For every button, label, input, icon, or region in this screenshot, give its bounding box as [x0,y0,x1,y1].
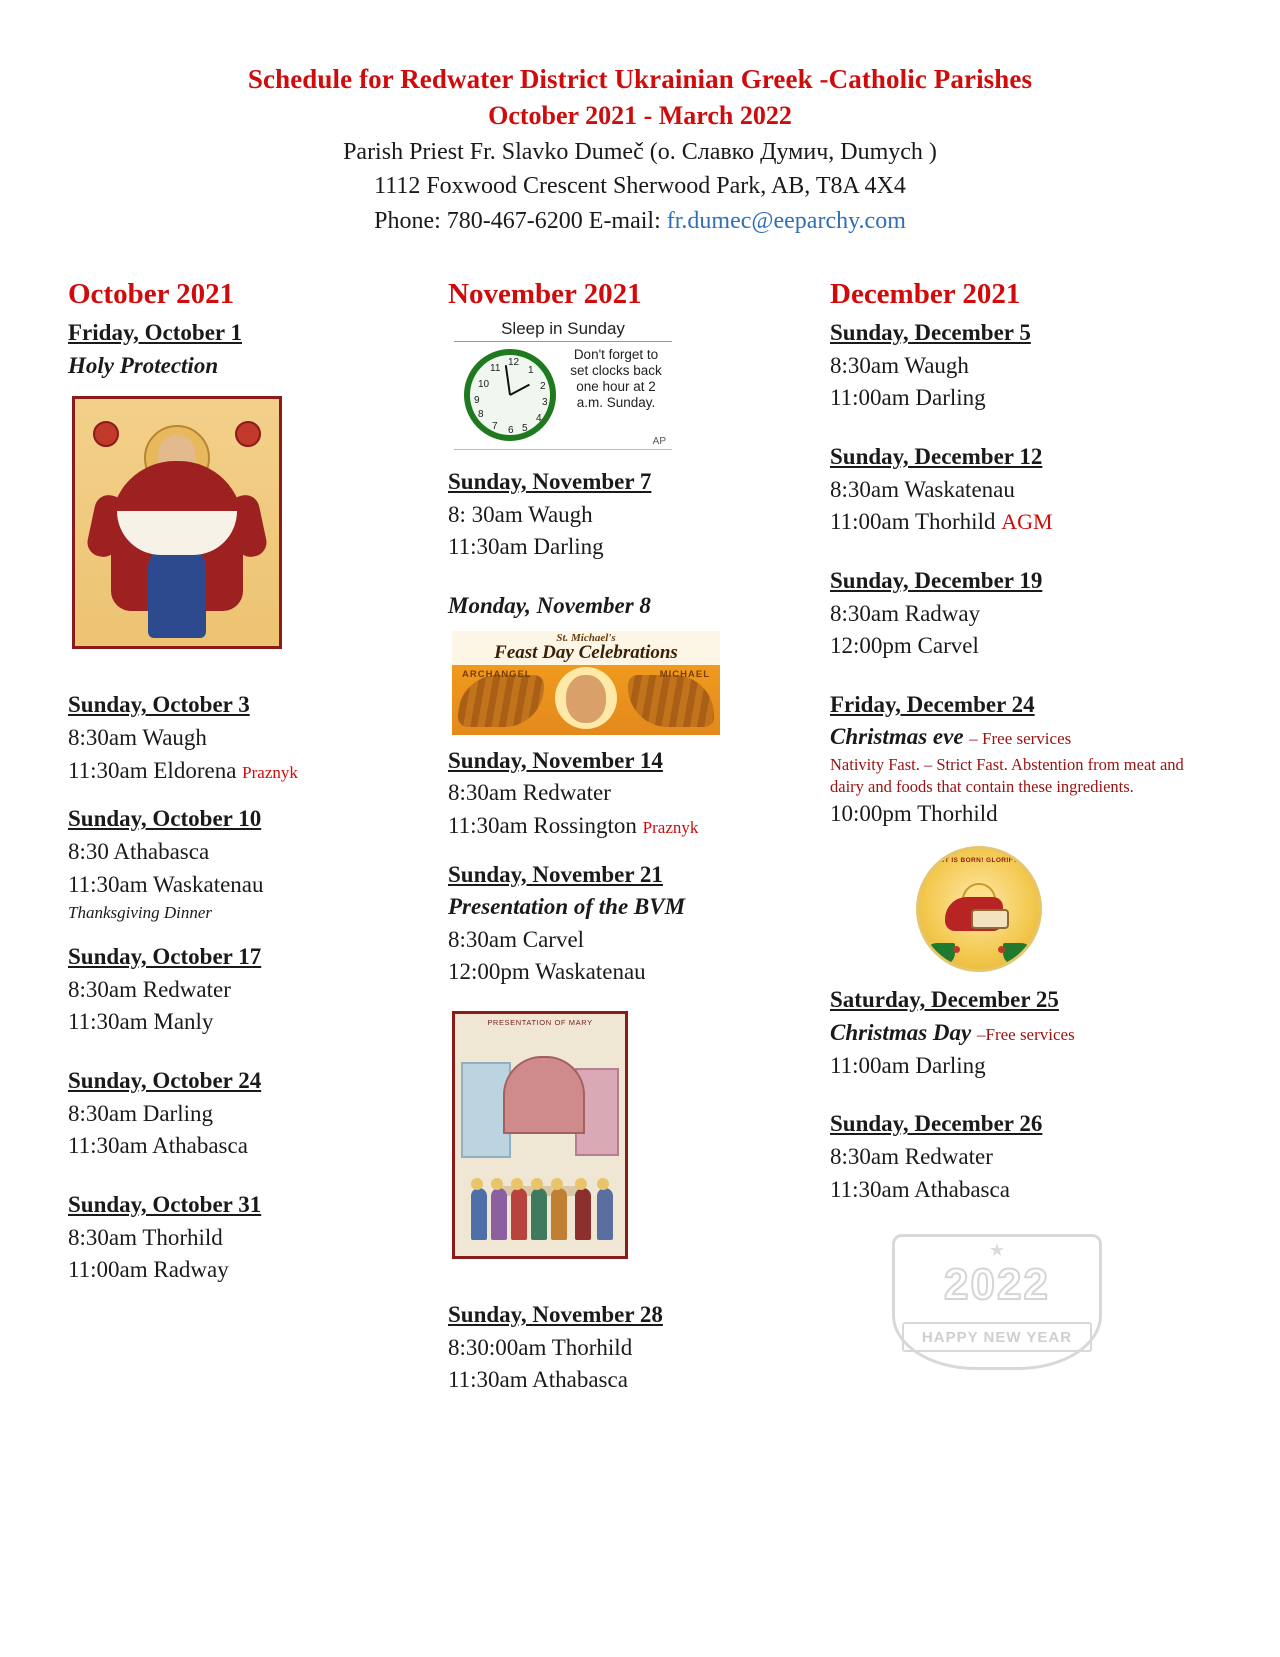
parish-priest: Parish Priest Fr. Slavko Dumeč (о. Славко Думич, Dumych ) [343,139,937,166]
entry-line: 11:30am Athabasca [448,1367,628,1393]
entry-line: 8:30am Radway [830,600,981,626]
column-december [830,278,1200,1371]
entry-line-text: 11:30am Rossington [448,812,643,838]
entry-note-text: Christmas Day [830,1019,977,1045]
entry-october-24 [68,1065,428,1163]
nativity-christ-is-born-icon [916,846,1042,972]
entry-line: 11:30am Athabasca [68,1133,248,1159]
entry-line: 8:30 Athabasca [68,838,210,864]
entry-line: 8:30am Redwater [830,1143,993,1169]
column-november [448,278,830,1400]
entry-tag: Praznyk [242,762,298,782]
entry-december-26 [830,1108,1200,1206]
entry-line-text: 11:30am Eldorena [68,757,243,783]
entry-line-text: 11:00am Thorhild [830,509,1002,535]
new-year-year-text: 2022 [944,1260,1050,1310]
entry-date: Sunday, October 10 [68,806,262,832]
entry-note: Holy Protection [68,352,219,378]
entry-line: 11:00am Radway [68,1257,229,1283]
entry-november-14 [448,745,812,843]
entry-line: 8:30am Waugh [68,724,207,750]
page-title: Schedule for Redwater District Ukrainian Greek -Catholic Parishes [247,64,1033,94]
entry-date: Sunday, October 3 [68,692,250,718]
phone-label: Phone: 780-467-6200 E-mail: [374,207,667,234]
entry-line: 12:00pm Carvel [830,633,979,659]
entry-date: Friday, October 1 [68,319,242,345]
feast-banner-main-text: Feast Day Celebrations [494,641,678,663]
entry-line: 8:30am Waskatenau [830,476,1015,502]
entry-line [448,810,812,843]
parish-address: 1112 Foxwood Crescent Sherwood Park, AB, T8A 4X4 [374,173,906,200]
month-title-november: November 2021 [448,277,642,310]
entry-line: 10:00pm Thorhild [830,800,998,826]
entry-line: 8:30am Carvel [448,926,585,952]
entry-small-note: Thanksgiving Dinner [68,903,213,923]
entry-date: Sunday, October 31 [68,1191,262,1217]
entry-date: Sunday, November 28 [448,1302,663,1328]
entry-date: Sunday, October 24 [68,1067,262,1093]
entry-line: 11:30am Darling [448,534,604,560]
clock-heading: Sleep in Sunday [501,318,625,338]
entry-date: Saturday, December 25 [830,987,1059,1013]
entry-october-3 [68,689,428,787]
entry-october-17 [68,941,428,1039]
entry-note [830,1017,1200,1050]
holy-protection-icon [72,396,282,649]
entry-november-7 [448,466,812,564]
entry-date: Sunday, October 17 [68,943,262,969]
entry-line: 8:30am Waugh [830,352,969,378]
image-credit: AP [652,435,666,447]
entry-line: 8:30am Darling [68,1100,213,1126]
entry-line: 12:00pm Waskatenau [448,959,646,985]
entry-line: 8:30am Redwater [68,976,231,1002]
feast-banner-left-word: ARCHANGEL [462,668,532,680]
entry-november-8 [448,590,812,623]
entry-december-19 [830,565,1200,663]
new-year-banner-text: HAPPY NEW YEAR [902,1322,1092,1352]
entry-december-25 [830,984,1200,1082]
feast-banner-right-word: MICHAEL [659,668,710,680]
column-october [68,278,448,1289]
entry-line [68,755,428,788]
entry-note: Presentation of the BVM [448,894,686,920]
contact-line [0,204,1280,238]
entry-line: 11:00am Darling [830,385,986,411]
entry-tag: Praznyk [642,817,699,837]
icon-caption: PRESENTATION OF MARY [487,1018,593,1028]
entry-line: 8:30am Thorhild [68,1224,223,1250]
entry-line: 11:30am Athabasca [830,1176,1010,1202]
entry-date: Monday, November 8 [448,592,651,618]
clock-instruction-text: Don't forget to set clocks back one hour at 2 a.m. Sunday. [570,346,662,410]
entry-date: Sunday, December 26 [830,1111,1043,1137]
document-header [0,0,1280,238]
fast-rules-note: Nativity Fast. – Strict Fast. Abstention from meat and dairy and foods that contain these ingredients. [830,755,1184,796]
entry-note-text: Christmas eve [830,724,970,750]
entry-december-5 [830,317,1200,415]
entry-november-28 [448,1299,812,1397]
entry-date: Friday, December 24 [830,691,1035,717]
entry-line [830,506,1200,539]
presentation-of-mary-icon [452,1011,628,1259]
entry-line: 11:30am Manly [68,1009,214,1035]
entry-october-10 [68,803,428,925]
entry-note-suffix: – Free services [969,729,1072,749]
entry-tag-agm: AGM [1001,509,1053,535]
st-michael-feast-banner [452,631,720,735]
daylight-saving-clock-image: Sleep in Sunday 12 1 2 3 4 5 6 7 8 9 10 11 Don't forget to set clocks back one hour at 2 a.m. Sunday. AP [454,317,672,450]
entry-line: 8:30am Redwater [448,780,611,806]
entry-note-suffix: –Free services [976,1024,1075,1044]
entry-december-12 [830,441,1200,539]
entry-date: Sunday, November 21 [448,861,663,887]
entry-note [830,721,1200,754]
entry-date: Sunday, November 14 [448,747,663,773]
entry-october-31 [68,1189,428,1287]
entry-november-21 [448,859,812,990]
entry-date: Sunday, December 19 [830,567,1043,593]
entry-line: 8: 30am Waugh [448,501,593,527]
entry-line: 8:30:00am Thorhild [448,1334,633,1360]
entry-december-24 [830,689,1200,831]
entry-line: 11:30am Waskatenau [68,871,264,897]
nativity-caption: CHRIST IS BORN! GLORIFY HIM! [922,857,1036,865]
entry-line: 11:00am Darling [830,1052,986,1078]
schedule-columns [0,278,1280,1400]
email-link[interactable]: fr.dumec@eeparchy.com [666,207,906,234]
entry-date: Sunday, December 5 [830,319,1031,345]
entry-date: Sunday, December 12 [830,443,1043,469]
page-subtitle: October 2021 - March 2022 [488,100,792,130]
entry-date: Sunday, November 7 [448,468,652,494]
entry-october-1 [68,317,428,382]
month-title-december: December 2021 [830,277,1021,310]
month-title-october: October 2021 [68,277,235,310]
happy-new-year-2022-graphic: ★ 2022 HAPPY NEW YEAR [892,1234,1102,1370]
feast-banner-small-text: St. Michael's [556,631,616,644]
